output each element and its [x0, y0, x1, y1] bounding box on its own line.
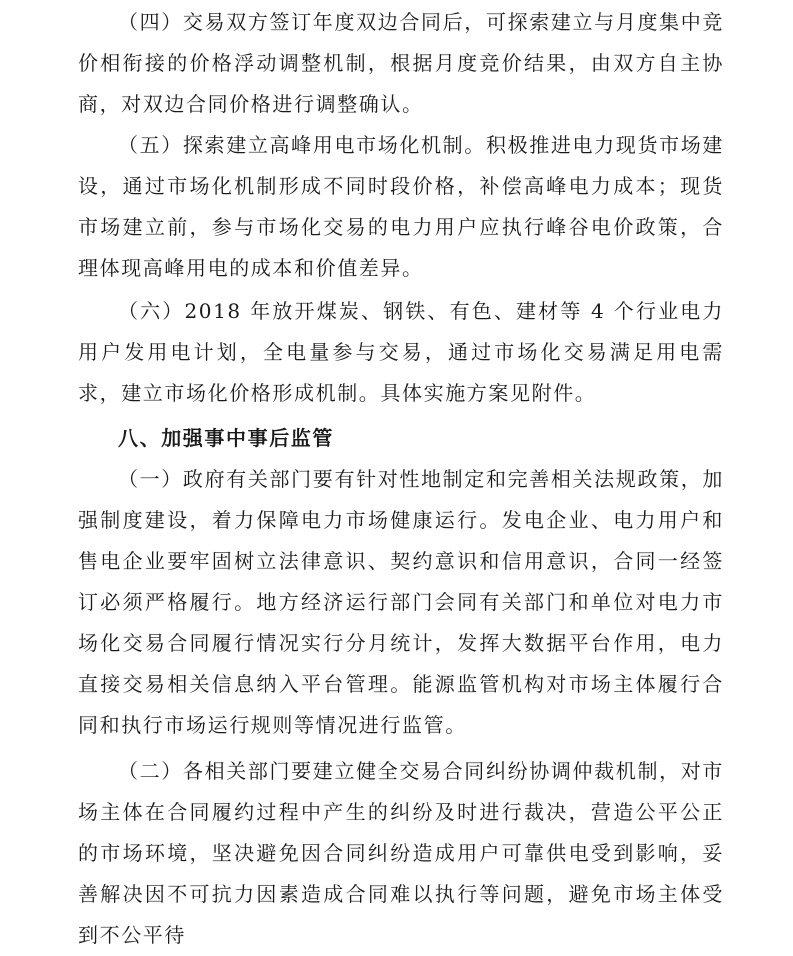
- paragraph-item-6: （六）2018 年放开煤炭、钢铁、有色、建材等 4 个行业电力用户发用电计划，全电量参与交易，通过市场化交易满足用电需求，建立市场化价格形成机制。具体实施方案见附件。: [78, 299, 724, 405]
- section-heading: 八、加强事中事后监管: [118, 426, 334, 450]
- section-paragraph-2: （二）各相关部门要建立健全交易合同纠纷协调仲裁机制，对市场主体在合同履约过程中产生的纠纷及时进行裁决，营造公平公正的市场环境，坚决避免因合同纠纷造成用户可靠供电受到影响，妥善解决因不可抗力因素造成合同难以执行等问题，避免市场主体受到不公平待: [78, 759, 724, 947]
- paragraph-item-5: （五）探索建立高峰用电市场化机制。积极推进电力现货市场建设，通过市场化机制形成不同时段价格，补偿高峰电力成本；现货市场建立前，参与市场化交易的电力用户应执行峰谷电价政策，合理体现高峰用电的成本和价值差异。: [78, 133, 724, 280]
- section-paragraph-1: （一）政府有关部门要有针对性地制定和完善相关法规政策，加强制度建设，着力保障电力市场健康运行。发电企业、电力用户和售电企业要牢固树立法律意识、契约意识和信用意识，合同一经签订必须严格履行。地方经济运行部门会同有关部门和单位对电力市场化交易合同履行情况实行分月统计，发挥大数据平台作用，电力直接交易相关信息纳入平台管理。能源监管机构对市场主体履行合同和执行市场运行规则等情况进行监管。: [78, 467, 724, 737]
- paragraph-item-4: （四）交易双方签订年度双边合同后，可探索建立与月度集中竞价相衔接的价格浮动调整机制，根据月度竞价结果，由双方自主协商，对双边合同价格进行调整确认。: [78, 10, 724, 116]
